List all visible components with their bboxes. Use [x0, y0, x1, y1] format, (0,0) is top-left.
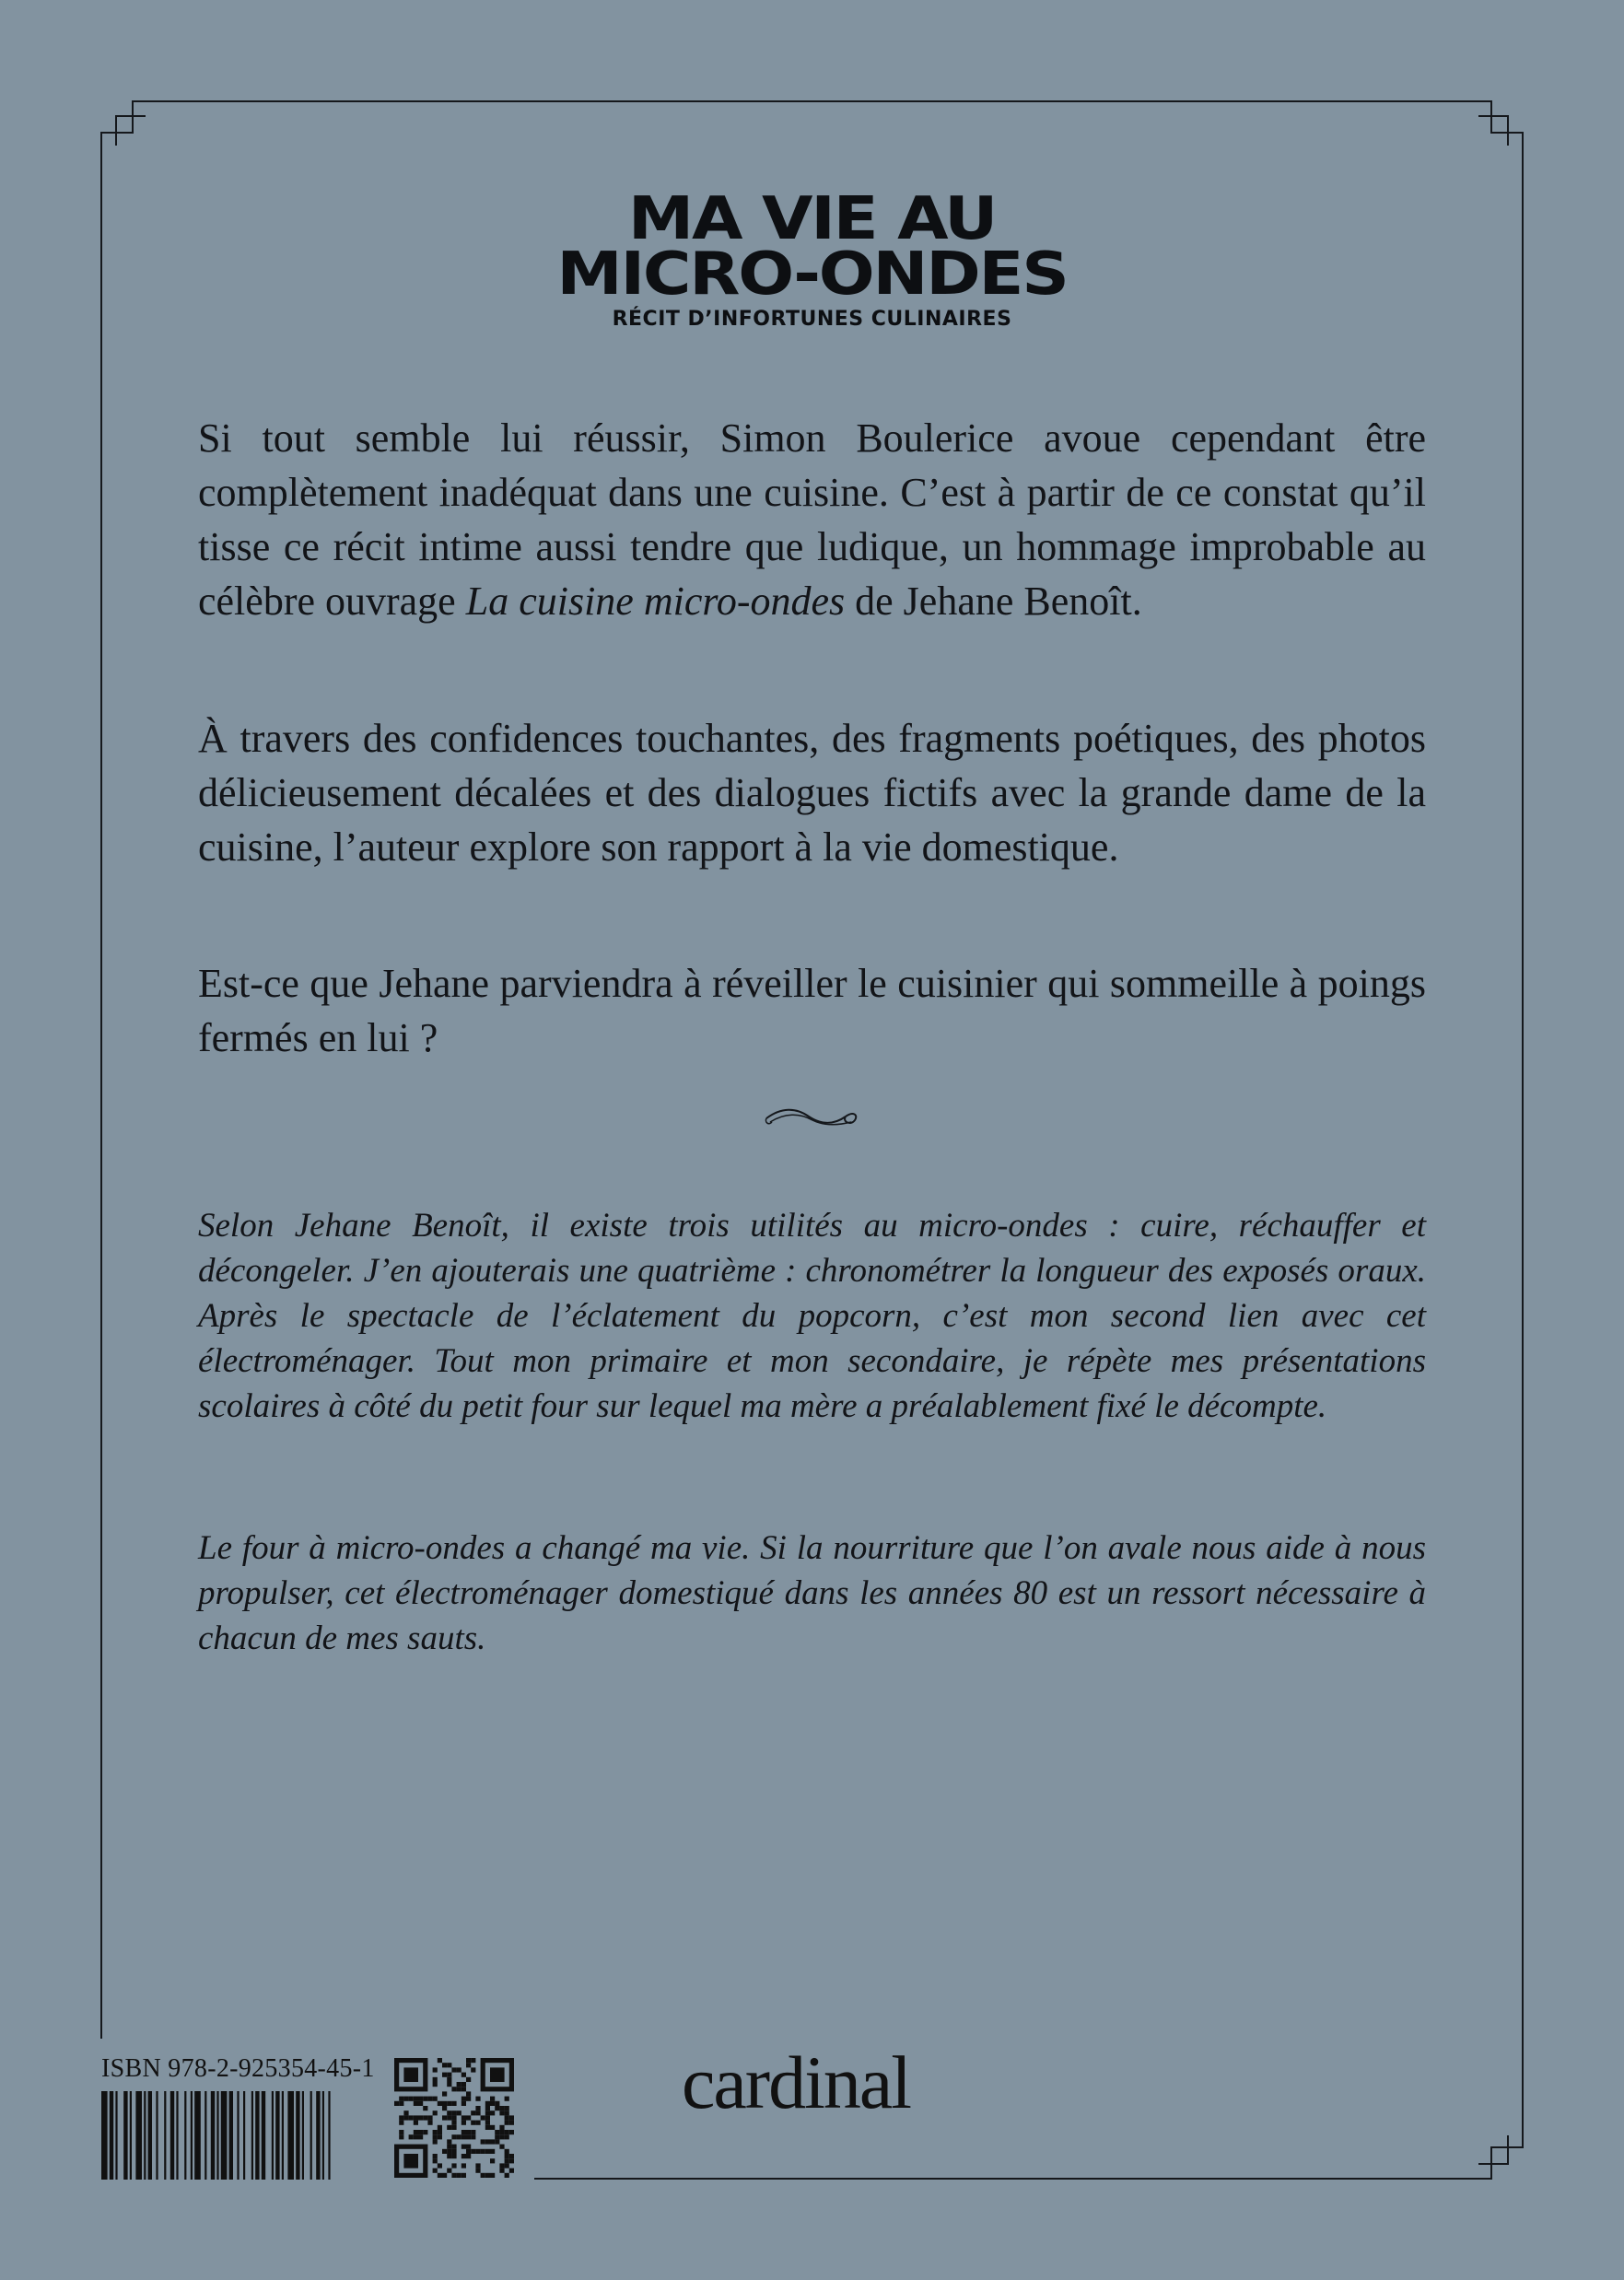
isbn-label: ISBN 978-2-925354-45-1 — [101, 2054, 375, 2083]
book-title-line-1: MA VIE AU — [627, 185, 997, 253]
book-title-block — [0, 185, 1624, 331]
blurb-paragraph-3: Est-ce que Jehane parviendra à réveiller le cuisinier qui sommeille à poings fermés en lui ? — [198, 961, 1426, 1060]
blurb-p1-tail: de Jehane Benoît. — [845, 579, 1142, 624]
excerpt-paragraph-2: Le four à micro-ondes a changé ma vie. Si la nourriture que l’on avale nous aide à nous propulser, cet électroménager domestiqué dans les années 80 est un ressort nécessaire à chacun de mes sauts. — [198, 1529, 1426, 1657]
corner-ornament-top-left — [101, 101, 146, 146]
blurb-p1-text: Si tout semble lui réussir, Simon Boulerice avoue cependant être complètement inadéquat dans une cuisine. C’est à partir de ce constat qu’il tisse ce récit intime aussi tendre que ludique, un hommage improbable au célèbre ouvrage — [198, 415, 1426, 624]
book-subtitle: RÉCIT D’INFORTUNES CULINAIRES — [612, 308, 1012, 331]
qr-code-icon[interactable] — [394, 2058, 514, 2178]
barcode-icon — [101, 2091, 378, 2180]
excerpt-paragraph-1: Selon Jehane Benoît, il existe trois utilités au micro-ondes : cuire, réchauffer et décongeler. J’en ajouterais une quatrième : chronométrer la longueur des exposés oraux. Après le spectacle de l’éclatement du popcorn, c’est mon second lien avec cet électroménager. Tout mon primaire et mon secondaire, je répète mes présentations scolaires à côté du petit four sur lequel ma mère a préalablement fixé le décompte. — [198, 1207, 1426, 1425]
corner-ornament-top-right — [1478, 101, 1523, 146]
corner-ornament-bottom-right — [1478, 2135, 1523, 2179]
referenced-book-title: La cuisine micro-ondes — [465, 579, 846, 624]
blurb-paragraph-1 — [198, 411, 1426, 628]
book-title-line-2: MICRO-ONDES — [556, 240, 1068, 309]
blurb-paragraph-2: À travers des confidences touchantes, des fragments poétiques, des photos délicieusement décalées et des dialogues fictifs avec la grande dame de la cuisine, l’auteur explore son rapport à la vie domestique. — [198, 716, 1426, 870]
publisher-logo: cardinal — [682, 2040, 911, 2124]
flourish-divider-icon — [763, 1102, 862, 1131]
